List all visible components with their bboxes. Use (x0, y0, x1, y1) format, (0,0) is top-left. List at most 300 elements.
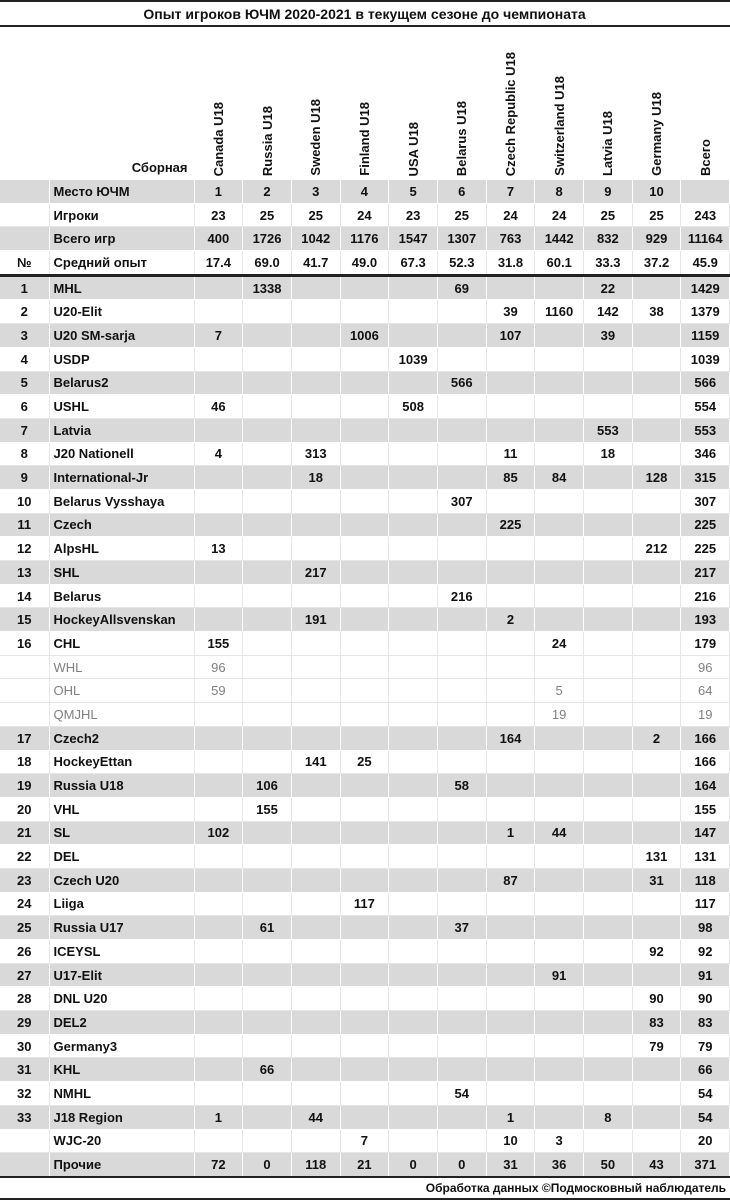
games-cell (632, 1129, 681, 1153)
league-name: SHL (49, 561, 194, 585)
games-cell: 508 (389, 395, 438, 419)
games-cell (632, 797, 681, 821)
games-cell: 1429 (681, 275, 730, 300)
column-header (535, 26, 584, 180)
games-cell (340, 442, 389, 466)
num-header: № (0, 251, 49, 276)
table-row (0, 608, 730, 632)
row-number: 22 (0, 845, 49, 869)
games-cell (389, 868, 438, 892)
games-cell (340, 963, 389, 987)
league-name: Czech2 (49, 726, 194, 750)
games-cell (584, 489, 633, 513)
row-number: 3 (0, 324, 49, 348)
games-cell: 1 (486, 821, 535, 845)
games-cell: 2 (632, 726, 681, 750)
games-cell: 7 (194, 324, 243, 348)
games-cell (486, 561, 535, 585)
games-cell: 212 (632, 537, 681, 561)
games-cell (535, 726, 584, 750)
games-cell (243, 1034, 292, 1058)
table-row (0, 797, 730, 821)
games-cell (535, 892, 584, 916)
games-cell (437, 726, 486, 750)
league-name: J18 Region (49, 1105, 194, 1129)
games-cell (291, 1011, 340, 1035)
games-cell (437, 442, 486, 466)
games-cell (437, 324, 486, 348)
games-cell (535, 584, 584, 608)
league-name: USDP (49, 347, 194, 371)
games-cell (486, 845, 535, 869)
games-cell (291, 537, 340, 561)
games-cell (340, 489, 389, 513)
games-cell: 92 (681, 940, 730, 964)
games-cell (340, 300, 389, 324)
summary-row (0, 251, 730, 276)
games-cell (389, 916, 438, 940)
games-cell (340, 703, 389, 727)
games-cell (535, 561, 584, 585)
games-cell (632, 584, 681, 608)
games-cell (243, 987, 292, 1011)
games-cell: 0 (243, 1153, 292, 1177)
summary-cell: 6 (437, 180, 486, 204)
games-cell (291, 963, 340, 987)
games-cell: 179 (681, 632, 730, 656)
games-cell (584, 561, 633, 585)
summary-cell: 41.7 (291, 251, 340, 276)
games-cell (389, 750, 438, 774)
table-row (0, 561, 730, 585)
games-cell: 92 (632, 940, 681, 964)
games-cell (194, 1034, 243, 1058)
games-cell (437, 466, 486, 490)
games-cell (243, 466, 292, 490)
games-cell (584, 726, 633, 750)
games-cell (389, 324, 438, 348)
row-number: 18 (0, 750, 49, 774)
games-cell (291, 987, 340, 1011)
games-cell: 164 (681, 774, 730, 798)
games-cell (632, 632, 681, 656)
league-name: U20 SM-sarja (49, 324, 194, 348)
games-cell: 58 (437, 774, 486, 798)
games-cell (291, 489, 340, 513)
games-cell (291, 797, 340, 821)
games-cell (632, 892, 681, 916)
games-cell (437, 1011, 486, 1035)
games-cell: 84 (535, 466, 584, 490)
games-cell (584, 466, 633, 490)
games-cell (340, 868, 389, 892)
games-cell (584, 537, 633, 561)
table-row (0, 750, 730, 774)
summary-cell: 37.2 (632, 251, 681, 276)
games-cell (584, 347, 633, 371)
games-cell: 4 (194, 442, 243, 466)
league-name: VHL (49, 797, 194, 821)
games-cell (340, 608, 389, 632)
games-cell (389, 300, 438, 324)
summary-cell: 49.0 (340, 251, 389, 276)
table-row (0, 940, 730, 964)
team-label: Сборная (49, 26, 194, 180)
table-row (0, 963, 730, 987)
games-cell (243, 608, 292, 632)
summary-cell: 10 (632, 180, 681, 204)
games-cell (389, 608, 438, 632)
games-cell (535, 987, 584, 1011)
games-cell (340, 845, 389, 869)
games-cell (437, 537, 486, 561)
games-cell (584, 1011, 633, 1035)
games-cell: 118 (291, 1153, 340, 1177)
summary-label: Всего игр (49, 227, 194, 251)
games-cell: 39 (584, 324, 633, 348)
games-cell (437, 821, 486, 845)
games-cell: 155 (194, 632, 243, 656)
games-cell: 10 (486, 1129, 535, 1153)
table-row (0, 1034, 730, 1058)
row-number: 29 (0, 1011, 49, 1035)
games-cell (486, 774, 535, 798)
games-cell: 0 (437, 1153, 486, 1177)
games-cell (243, 300, 292, 324)
column-header-label: Switzerland U18 (551, 76, 567, 176)
games-cell (389, 489, 438, 513)
games-cell (584, 1129, 633, 1153)
games-cell: 72 (194, 1153, 243, 1177)
league-name: OHL (49, 679, 194, 703)
table-row (0, 395, 730, 419)
games-cell: 117 (681, 892, 730, 916)
games-cell: 38 (632, 300, 681, 324)
games-cell (535, 774, 584, 798)
games-cell: 83 (681, 1011, 730, 1035)
games-cell (340, 1011, 389, 1035)
games-cell (584, 1058, 633, 1082)
table-row (0, 584, 730, 608)
games-cell (389, 892, 438, 916)
games-cell: 21 (340, 1153, 389, 1177)
games-cell: 7 (340, 1129, 389, 1153)
games-cell: 225 (681, 537, 730, 561)
summary-cell: 25 (291, 203, 340, 227)
table-row (0, 703, 730, 727)
games-cell: 216 (681, 584, 730, 608)
games-cell (291, 940, 340, 964)
summary-cell: 1 (194, 180, 243, 204)
games-cell (389, 1034, 438, 1058)
games-cell (632, 1082, 681, 1106)
column-header-label: Germany U18 (649, 92, 665, 176)
games-cell (486, 1058, 535, 1082)
row-number (0, 655, 49, 679)
games-cell (437, 1129, 486, 1153)
games-cell (632, 703, 681, 727)
games-cell (486, 987, 535, 1011)
row-number: 26 (0, 940, 49, 964)
games-cell (340, 1058, 389, 1082)
league-name: Russia U18 (49, 774, 194, 798)
games-cell (194, 916, 243, 940)
games-cell (291, 275, 340, 300)
games-cell: 166 (681, 726, 730, 750)
games-cell (194, 750, 243, 774)
games-cell: 1338 (243, 275, 292, 300)
games-cell: 44 (291, 1105, 340, 1129)
column-header-label: Canada U18 (210, 101, 226, 176)
games-cell (437, 1058, 486, 1082)
games-cell: 131 (632, 845, 681, 869)
games-cell (584, 371, 633, 395)
games-cell (486, 892, 535, 916)
games-cell: 19 (535, 703, 584, 727)
summary-cell: 67.3 (389, 251, 438, 276)
table-row (0, 275, 730, 300)
games-cell (340, 797, 389, 821)
games-cell (486, 395, 535, 419)
games-cell (243, 371, 292, 395)
row-number: 30 (0, 1034, 49, 1058)
games-cell (486, 916, 535, 940)
league-name: HockeyEttan (49, 750, 194, 774)
games-cell: 54 (437, 1082, 486, 1106)
games-cell (291, 679, 340, 703)
games-cell (437, 1034, 486, 1058)
games-cell (584, 584, 633, 608)
summary-cell (681, 180, 730, 204)
games-cell: 107 (486, 324, 535, 348)
games-cell (340, 347, 389, 371)
games-cell (243, 1105, 292, 1129)
num-header (0, 180, 49, 204)
games-cell (340, 395, 389, 419)
table-row (0, 821, 730, 845)
games-cell (340, 632, 389, 656)
league-name: J20 Nationell (49, 442, 194, 466)
summary-label: Средний опыт (49, 251, 194, 276)
num-header (0, 227, 49, 251)
table-row (0, 1153, 730, 1177)
games-cell (194, 489, 243, 513)
league-name: HockeyAllsvenskan (49, 608, 194, 632)
games-cell (340, 371, 389, 395)
games-cell (437, 987, 486, 1011)
games-cell: 371 (681, 1153, 730, 1177)
games-cell (291, 892, 340, 916)
games-cell: 83 (632, 1011, 681, 1035)
games-cell (632, 821, 681, 845)
games-cell: 36 (535, 1153, 584, 1177)
footer-credit: Обработка данных ©Подмосковный наблюдатель (0, 1177, 730, 1199)
games-cell (486, 489, 535, 513)
column-header (340, 26, 389, 180)
summary-cell: 24 (486, 203, 535, 227)
footer-row (0, 1177, 730, 1199)
league-name: U20-Elit (49, 300, 194, 324)
games-cell (291, 418, 340, 442)
games-cell: 1006 (340, 324, 389, 348)
table-row (0, 679, 730, 703)
games-cell (291, 324, 340, 348)
row-number: 20 (0, 797, 49, 821)
games-cell: 87 (486, 868, 535, 892)
games-cell (535, 418, 584, 442)
games-cell (194, 275, 243, 300)
games-cell: 54 (681, 1105, 730, 1129)
games-cell (389, 655, 438, 679)
games-cell (291, 347, 340, 371)
summary-cell: 17.4 (194, 251, 243, 276)
games-cell (535, 868, 584, 892)
games-cell: 54 (681, 1082, 730, 1106)
games-cell: 31 (486, 1153, 535, 1177)
games-cell (243, 324, 292, 348)
games-cell: 37 (437, 916, 486, 940)
games-cell (194, 513, 243, 537)
games-cell (584, 845, 633, 869)
games-cell (486, 584, 535, 608)
games-cell (291, 845, 340, 869)
games-cell (243, 513, 292, 537)
row-number (0, 679, 49, 703)
games-cell (389, 940, 438, 964)
league-name: USHL (49, 395, 194, 419)
games-cell (291, 655, 340, 679)
games-cell: 128 (632, 466, 681, 490)
games-cell (486, 371, 535, 395)
games-cell (535, 940, 584, 964)
games-cell: 64 (681, 679, 730, 703)
column-header-label: Czech Republic U18 (502, 51, 518, 176)
games-cell (243, 892, 292, 916)
table-row (0, 537, 730, 561)
summary-cell: 25 (243, 203, 292, 227)
games-cell: 25 (340, 750, 389, 774)
row-number: 13 (0, 561, 49, 585)
games-cell (437, 703, 486, 727)
games-cell (243, 1011, 292, 1035)
table-row (0, 418, 730, 442)
table-row (0, 1129, 730, 1153)
games-cell (340, 821, 389, 845)
table-row (0, 845, 730, 869)
games-cell (535, 324, 584, 348)
column-header-label: Sweden U18 (308, 99, 324, 176)
summary-row (0, 227, 730, 251)
games-cell (584, 632, 633, 656)
games-cell (291, 868, 340, 892)
games-cell (437, 963, 486, 987)
games-cell (194, 1011, 243, 1035)
games-cell (340, 466, 389, 490)
table-row (0, 371, 730, 395)
games-cell (243, 584, 292, 608)
league-name: International-Jr (49, 466, 194, 490)
games-cell (194, 1082, 243, 1106)
games-cell: 1379 (681, 300, 730, 324)
row-number: 17 (0, 726, 49, 750)
games-cell (437, 395, 486, 419)
games-cell (243, 750, 292, 774)
games-cell: 8 (584, 1105, 633, 1129)
games-cell (437, 300, 486, 324)
games-cell (437, 347, 486, 371)
league-name: Czech U20 (49, 868, 194, 892)
games-cell (584, 1034, 633, 1058)
games-cell: 79 (681, 1034, 730, 1058)
row-number: 27 (0, 963, 49, 987)
league-name: SL (49, 821, 194, 845)
row-number: 23 (0, 868, 49, 892)
games-cell: 131 (681, 845, 730, 869)
summary-cell: 3 (291, 180, 340, 204)
column-header (632, 26, 681, 180)
summary-cell: 33.3 (584, 251, 633, 276)
games-cell (389, 963, 438, 987)
games-cell (389, 797, 438, 821)
games-cell: 142 (584, 300, 633, 324)
games-cell: 346 (681, 442, 730, 466)
summary-label: Игроки (49, 203, 194, 227)
games-cell: 216 (437, 584, 486, 608)
games-cell (486, 655, 535, 679)
summary-cell: 1307 (437, 227, 486, 251)
games-cell (340, 275, 389, 300)
games-cell (340, 987, 389, 1011)
games-cell (535, 513, 584, 537)
games-cell (291, 1129, 340, 1153)
games-cell (389, 774, 438, 798)
games-cell (291, 1058, 340, 1082)
row-number: 2 (0, 300, 49, 324)
column-header-label: Всего (697, 138, 713, 176)
games-cell (584, 963, 633, 987)
summary-cell: 1547 (389, 227, 438, 251)
summary-cell: 4 (340, 180, 389, 204)
games-cell (389, 371, 438, 395)
games-cell (535, 371, 584, 395)
games-cell: 11 (486, 442, 535, 466)
games-cell (584, 868, 633, 892)
games-cell (291, 1034, 340, 1058)
games-cell: 1039 (681, 347, 730, 371)
games-cell (632, 916, 681, 940)
table-row (0, 774, 730, 798)
games-cell (340, 537, 389, 561)
games-cell (486, 1082, 535, 1106)
num-header (0, 203, 49, 227)
games-cell (243, 442, 292, 466)
games-cell: 553 (681, 418, 730, 442)
games-cell (340, 1082, 389, 1106)
games-cell (243, 679, 292, 703)
summary-cell: 400 (194, 227, 243, 251)
games-cell: 313 (291, 442, 340, 466)
games-cell: 155 (243, 797, 292, 821)
summary-cell: 9 (584, 180, 633, 204)
table-row (0, 442, 730, 466)
games-cell: 217 (681, 561, 730, 585)
games-cell (291, 703, 340, 727)
table-row (0, 347, 730, 371)
table-row (0, 655, 730, 679)
games-cell (584, 892, 633, 916)
games-cell: 66 (243, 1058, 292, 1082)
games-cell (535, 608, 584, 632)
